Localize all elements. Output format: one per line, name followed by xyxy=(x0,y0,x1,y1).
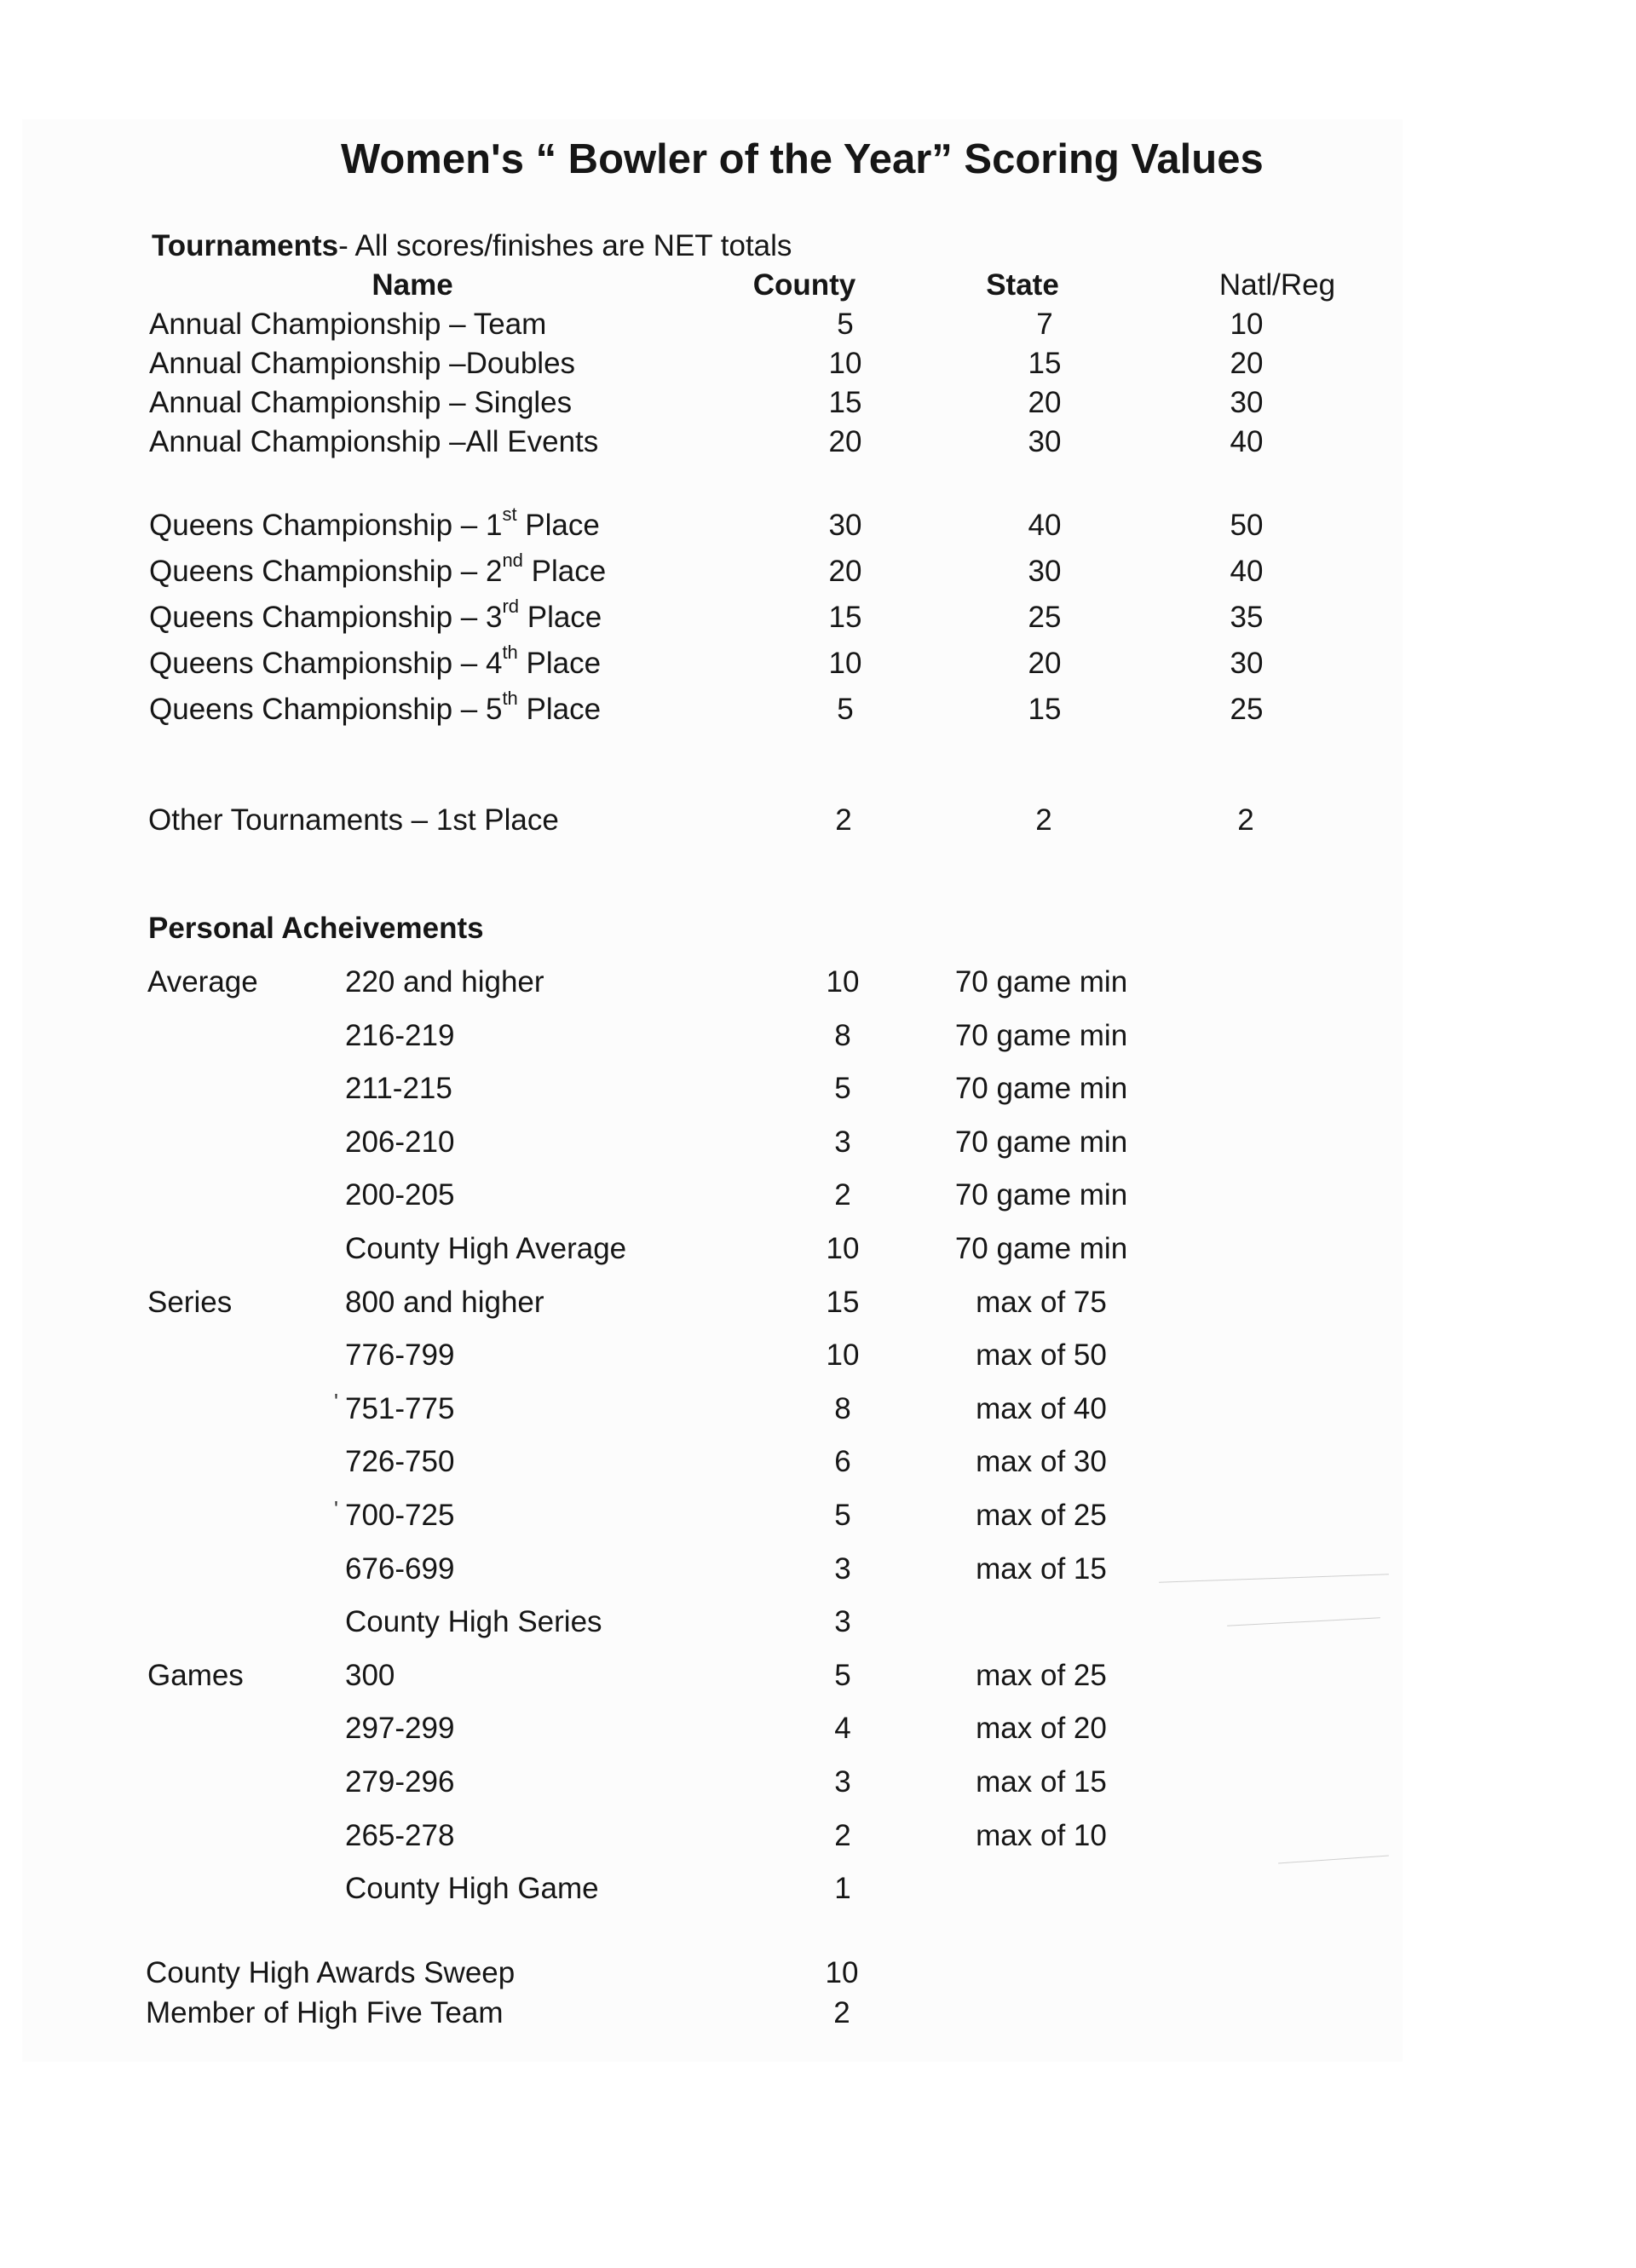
tournament-row-county: 10 xyxy=(828,347,862,380)
personal-points: 1 xyxy=(834,1872,851,1906)
column-header-name: Name xyxy=(372,268,453,302)
extra-row-name: Member of High Five Team xyxy=(146,1996,504,2029)
personal-points: 3 xyxy=(834,1551,851,1586)
personal-points: 5 xyxy=(834,1072,851,1106)
queens-row-natl: 25 xyxy=(1230,693,1264,726)
personal-points: 4 xyxy=(834,1712,851,1746)
personal-range: 751-775 xyxy=(345,1391,455,1425)
personal-points: 3 xyxy=(834,1765,851,1799)
personal-range: 676-699 xyxy=(345,1551,455,1586)
scan-mark: ' xyxy=(334,1496,338,1522)
tournament-row-name: Annual Championship – Team xyxy=(149,308,547,341)
personal-points: 10 xyxy=(826,1338,860,1373)
queens-place-prefix: Queens Championship – 5 xyxy=(149,693,503,726)
personal-points: 8 xyxy=(834,1018,851,1052)
tournament-row-state: 15 xyxy=(1028,347,1062,380)
personal-limit: max of 40 xyxy=(976,1391,1107,1425)
personal-points: 10 xyxy=(826,965,860,999)
column-header-natl-reg: Natl/Reg xyxy=(1218,268,1336,302)
personal-range: County High Average xyxy=(345,1232,627,1265)
personal-points: 5 xyxy=(834,1499,851,1532)
personal-points: 15 xyxy=(826,1285,860,1319)
queens-place-suffix: Place xyxy=(517,647,602,680)
personal-limit: max of 25 xyxy=(976,1658,1107,1692)
tournament-row-county: 5 xyxy=(837,308,854,341)
personal-category: Games xyxy=(147,1658,244,1692)
queens-row-name xyxy=(149,550,607,588)
queens-row-natl: 50 xyxy=(1230,509,1264,542)
personal-points: 3 xyxy=(834,1605,851,1639)
personal-range: 279-296 xyxy=(345,1765,455,1799)
queens-row-county: 20 xyxy=(828,555,862,588)
personal-heading: Personal Acheivements xyxy=(148,912,484,945)
other-tournaments-state: 2 xyxy=(1035,803,1052,837)
personal-category: Average xyxy=(147,965,258,999)
tournaments-heading: Tournaments xyxy=(152,229,339,262)
queens-row-county: 15 xyxy=(828,601,862,634)
personal-range: 220 and higher xyxy=(345,965,544,999)
tournament-row-name: Annual Championship –Doubles xyxy=(149,347,576,380)
personal-limit: max of 75 xyxy=(976,1285,1107,1319)
queens-row-natl: 30 xyxy=(1230,647,1264,680)
personal-range: 297-299 xyxy=(345,1712,455,1746)
queens-row-state: 30 xyxy=(1028,555,1062,588)
personal-limit: 70 game min xyxy=(954,1018,1128,1052)
personal-range: 776-799 xyxy=(345,1338,455,1373)
queens-row-natl: 40 xyxy=(1230,555,1264,588)
queens-row-county: 5 xyxy=(837,693,854,726)
queens-row-name xyxy=(149,596,602,634)
queens-row-state: 40 xyxy=(1028,509,1062,542)
queens-row-natl: 35 xyxy=(1230,601,1264,634)
queens-place-ordinal: nd xyxy=(502,550,523,572)
personal-limit: max of 15 xyxy=(976,1551,1107,1586)
scan-mark: ' xyxy=(334,1389,338,1414)
queens-row-county: 10 xyxy=(828,647,862,680)
personal-points: 5 xyxy=(834,1658,851,1692)
personal-range: 200-205 xyxy=(345,1178,455,1212)
personal-limit: 70 game min xyxy=(954,1178,1128,1212)
queens-place-suffix: Place xyxy=(516,509,600,542)
personal-range: 800 and higher xyxy=(345,1285,544,1319)
tournaments-note: - All scores/finishes are NET totals xyxy=(338,229,792,262)
page-title: Women's “ Bowler of the Year” Scoring Values xyxy=(341,136,1264,182)
queens-place-prefix: Queens Championship – 2 xyxy=(149,555,503,588)
queens-place-ordinal: st xyxy=(502,504,517,526)
queens-place-suffix: Place xyxy=(517,693,602,726)
personal-limit: max of 10 xyxy=(976,1818,1107,1852)
personal-points: 2 xyxy=(834,1178,851,1212)
personal-range: County High Game xyxy=(345,1872,599,1906)
tournament-row-name: Annual Championship –All Events xyxy=(149,425,599,458)
personal-limit: max of 25 xyxy=(976,1499,1107,1532)
queens-place-ordinal: th xyxy=(502,688,518,710)
tournament-row-natl: 30 xyxy=(1230,386,1264,419)
queens-place-ordinal: th xyxy=(502,642,518,664)
queens-row-state: 20 xyxy=(1028,647,1062,680)
personal-points: 6 xyxy=(834,1445,851,1479)
tournament-row-natl: 40 xyxy=(1230,425,1264,458)
queens-row-name xyxy=(149,504,600,542)
personal-range: 726-750 xyxy=(345,1445,455,1479)
queens-row-county: 30 xyxy=(828,509,862,542)
queens-place-ordinal: rd xyxy=(502,596,519,618)
queens-place-prefix: Queens Championship – 1 xyxy=(149,509,503,542)
queens-row-name xyxy=(149,642,602,680)
queens-place-prefix: Queens Championship – 3 xyxy=(149,601,503,634)
personal-limit: 70 game min xyxy=(954,1232,1128,1265)
other-tournaments-natl: 2 xyxy=(1237,803,1254,837)
extra-row-points: 10 xyxy=(825,1956,859,1989)
tournaments-heading-line xyxy=(152,231,792,261)
tournament-row-natl: 20 xyxy=(1230,347,1264,380)
tournament-row-state: 30 xyxy=(1028,425,1062,458)
personal-limit: max of 30 xyxy=(976,1445,1107,1479)
personal-range: County High Series xyxy=(345,1605,602,1639)
tournament-row-name: Annual Championship – Singles xyxy=(149,386,573,419)
personal-points: 2 xyxy=(834,1818,851,1852)
personal-limit: max of 15 xyxy=(976,1765,1107,1799)
tournament-row-state: 7 xyxy=(1036,308,1053,341)
queens-row-state: 15 xyxy=(1028,693,1062,726)
extra-row-points: 2 xyxy=(833,1996,850,2029)
other-tournaments-name: Other Tournaments – 1st Place xyxy=(148,803,559,837)
other-tournaments-county: 2 xyxy=(835,803,852,837)
queens-place-suffix: Place xyxy=(522,555,607,588)
personal-limit: 70 game min xyxy=(954,1125,1128,1159)
column-header-state: State xyxy=(986,268,1059,302)
tournament-row-county: 20 xyxy=(828,425,862,458)
queens-row-state: 25 xyxy=(1028,601,1062,634)
tournament-row-county: 15 xyxy=(828,386,862,419)
personal-range: 300 xyxy=(345,1658,395,1692)
tournament-row-state: 20 xyxy=(1028,386,1062,419)
personal-points: 10 xyxy=(826,1232,860,1265)
queens-place-suffix: Place xyxy=(519,601,602,634)
tournament-row-natl: 10 xyxy=(1230,308,1264,341)
personal-points: 3 xyxy=(834,1125,851,1159)
column-header-county: County xyxy=(752,268,856,302)
personal-category: Series xyxy=(147,1285,233,1319)
extra-row-name: County High Awards Sweep xyxy=(146,1956,516,1989)
personal-limit: 70 game min xyxy=(954,1072,1128,1106)
personal-limit: max of 50 xyxy=(976,1338,1107,1373)
personal-range: 265-278 xyxy=(345,1818,455,1852)
personal-limit: max of 20 xyxy=(976,1712,1107,1746)
personal-range: 700-725 xyxy=(345,1499,455,1532)
personal-limit: 70 game min xyxy=(954,965,1128,999)
queens-place-prefix: Queens Championship – 4 xyxy=(149,647,503,680)
personal-range: 211-215 xyxy=(345,1072,452,1106)
personal-range: 216-219 xyxy=(345,1018,455,1052)
personal-points: 8 xyxy=(834,1391,851,1425)
personal-range: 206-210 xyxy=(345,1125,455,1159)
queens-row-name xyxy=(149,688,602,726)
